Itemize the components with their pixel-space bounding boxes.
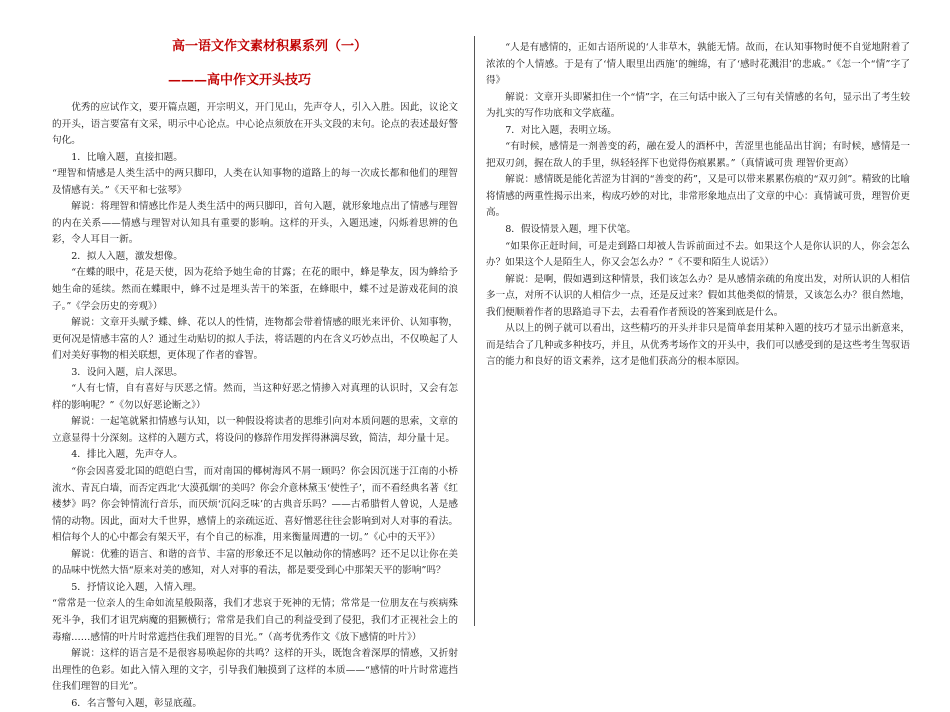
left-column: [52, 38, 458, 712]
paragraph: “有时候，感情是一剂善变的药，融在爱人的酒杯中，苦涩里也能品出甘润；有时候，感情是一把双刃剑，握在敌人的手里，纵轻轻挥下也觉得伤痕累累。”（真情诚可贵 理智价更高）: [486, 141, 910, 169]
paragraph: 解说：这样的语言是不是很容易唤起你的共鸣？这样的开头，既饱含着深厚的情感，又折射出理性的色彩。如此入情入理的文字，引导我们触摸到了这样的本质——“感情的叶片时常遮挡住我们理智的目光”。: [52, 648, 458, 693]
paragraph: “理智和情感是人类生活中的两只脚印，人类在认知事物的道路上的每一次成长都和他们的理智及情感有关。”《天平和七弦琴》: [52, 168, 458, 196]
paragraph: “常常是一位亲人的生命如流星般陨落，我们才悲哀于死神的无情；常常是一位朋友在与疾病殊死斗争，我们才诅咒病魔的猖獗横行；常常是我们自己的利益受到了侵犯，我们才正视社会上的毒瘤……感情的叶片时常遮挡住我们理智的目光。”（高考优秀作文《放下感情的叶片》）: [52, 598, 458, 643]
paragraph: 2．拟人入题，激发想像。: [71, 250, 183, 262]
paragraph: “在蝶的眼中，花是天使，因为花给予她生命的甘露；在花的眼中，蜂是挚友，因为蜂给予她生命的延续。然而在蝶眼中，蜂不过是埋头苦干的笨蛋，在蜂眼中，蝶不过是游戏花间的浪子。”《学会历史的旁观》）: [52, 267, 458, 312]
paragraph: 优秀的应试作文，要开篇点题，开宗明义，开门见山，先声夺人，引入入胜。因此，议论文的开头，语言要富有文采，明示中心论点。中心论点须放在开头文段的末句。论点的表述最好警句化。: [52, 102, 458, 147]
paragraph: “人有七情，自有喜好与厌恶之情。然而，当这种好恶之情掺入对真理的认识时，又会有怎样的影响呢？”《勿以好恶论断之》）: [52, 383, 458, 411]
paragraph: 解说：一起笔就紧扣情感与认知，以一种假设将读者的思维引向对本质问题的思索，文章的立意显得十分深刻。这样的入题方式，将设问的修辞作用发挥得淋漓尽致，简洁，却分量十足。: [52, 416, 458, 444]
paragraph: 从以上的例子就可以看出，这些精巧的开头并非只是简单套用某种入题的技巧才显示出新意来，而是结合了几种或多种技巧，并且，从优秀考场作文的开头中，我们可以感受到的是这些考生驾驭语言的能力和良好的语文素养，这才是他们获高分的根本原因。: [486, 323, 910, 368]
document-subtitle: ———高中作文开头技巧: [168, 73, 312, 88]
paragraph: “人是有感情的，正如古语所说的‘人非草木，孰能无情。故而，在认知事物时便不自觉地附着了浓浓的个人情感。于是有了‘情人眼里出西施’的缠绵，有了‘感时花溅泪’的悲戚。”《怎一个“情”字了得》: [486, 42, 910, 87]
paragraph: 6．名言警句入题，彰显底蕴。: [71, 697, 203, 709]
paragraph: 解说：将理智和情感比作是人类生活中的两只脚印，首句入题，就形象地点出了情感与理智的内在关系——情感与理智对认知具有重要的影响。这样的开头，入题迅速，闪烁着思辨的色彩，令人耳目一新。: [52, 201, 458, 246]
paragraph: 解说：文章开头即紧扣住一个“情”字，在三句话中嵌入了三句有关情感的名句，显示出了考生较为扎实的写作功底和文学底蕴。: [486, 91, 910, 120]
paragraph: “你会因喜爱北国的皑皑白雪，而对南国的椰树海风不屑一顾吗？你会因沉迷于江南的小桥流水、青瓦白墙，而否定西北‘大漠孤烟’的美吗？你会介意林黛玉‘使性子’，而不看经典名著《红楼梦》吗？你会钟情流行音乐，而厌烦‘沉闷乏味’的古典音乐吗？——古希腊哲人曾说，人是感情的动物。因此，面对大千世界，感情上的亲疏远近、喜好憎恶往往会影响到对人对事的看法。相信每个人的心中都会有架天平，有个自己的标准，用来衡量周遭的一切。”《心中的天平》）: [52, 466, 458, 544]
paragraph: 7．对比入题，表明立场。: [505, 124, 617, 136]
paragraph: “如果你正赶时间，可是走到路口却被人告诉前面过不去。如果这个人是你认识的人，你会怎么办？如果这个人是陌生人，你又会怎么办？”《不要和陌生人说话》）: [486, 240, 910, 269]
paragraph: 8．假设情景入题，埋下伏笔。: [505, 224, 637, 236]
paragraph: 解说：感情既是能化苦涩为甘润的“善变的药”，又是可以带来累累伤痕的“双刃剑”。精致的比喻将情感的两重性揭示出来，构成巧妙的对比，非常形象地点出了文章的中心：真情诚可贵，理智价更高。: [486, 174, 910, 219]
paragraph: 解说：文章开头赋予蝶、蜂、花以人的性情，连物都会带着情感的眼光来评价、认知事物，更何况是情感丰富的人？通过生动贴切的拟人手法，将话题的内在含义巧妙点出，不仅唤起了人们对美好事物的相关联想，更体现了作者的睿智。: [52, 317, 458, 362]
paragraph: 3．设问入题，启人深思。: [71, 366, 183, 378]
right-column: [486, 40, 910, 371]
paragraph: 解说：是啊，假如遇到这种情景，我们该怎么办？是从感情亲疏的角度出发，对所认识的人相信多一点，对所不认识的人相信少一点，还是反过来？假如其他类似的情景，又该怎么办？很自然地，我们便顺着作者的思路追寻下去，去看看作者预设的答案到底是什么。: [486, 273, 910, 318]
column-divider: [474, 36, 475, 626]
paragraph: 4．排比入题，先声夺人。: [71, 449, 183, 461]
paragraph: 解说：优雅的语言、和谐的音节、丰富的形象还不足以触动你的情感吗？还不足以让你在美的品味中恍然大悟“原来对美的感知，对人对事的看法，都是要受到心中那架天平的影响”吗？: [52, 548, 458, 577]
document-title: 高一语文作文素材积累系列（一）: [172, 39, 368, 54]
paragraph: 5．抒情议论入题，入情入理。: [71, 581, 203, 593]
paragraph: 1．比喻入题，直接扣题。: [71, 151, 183, 163]
